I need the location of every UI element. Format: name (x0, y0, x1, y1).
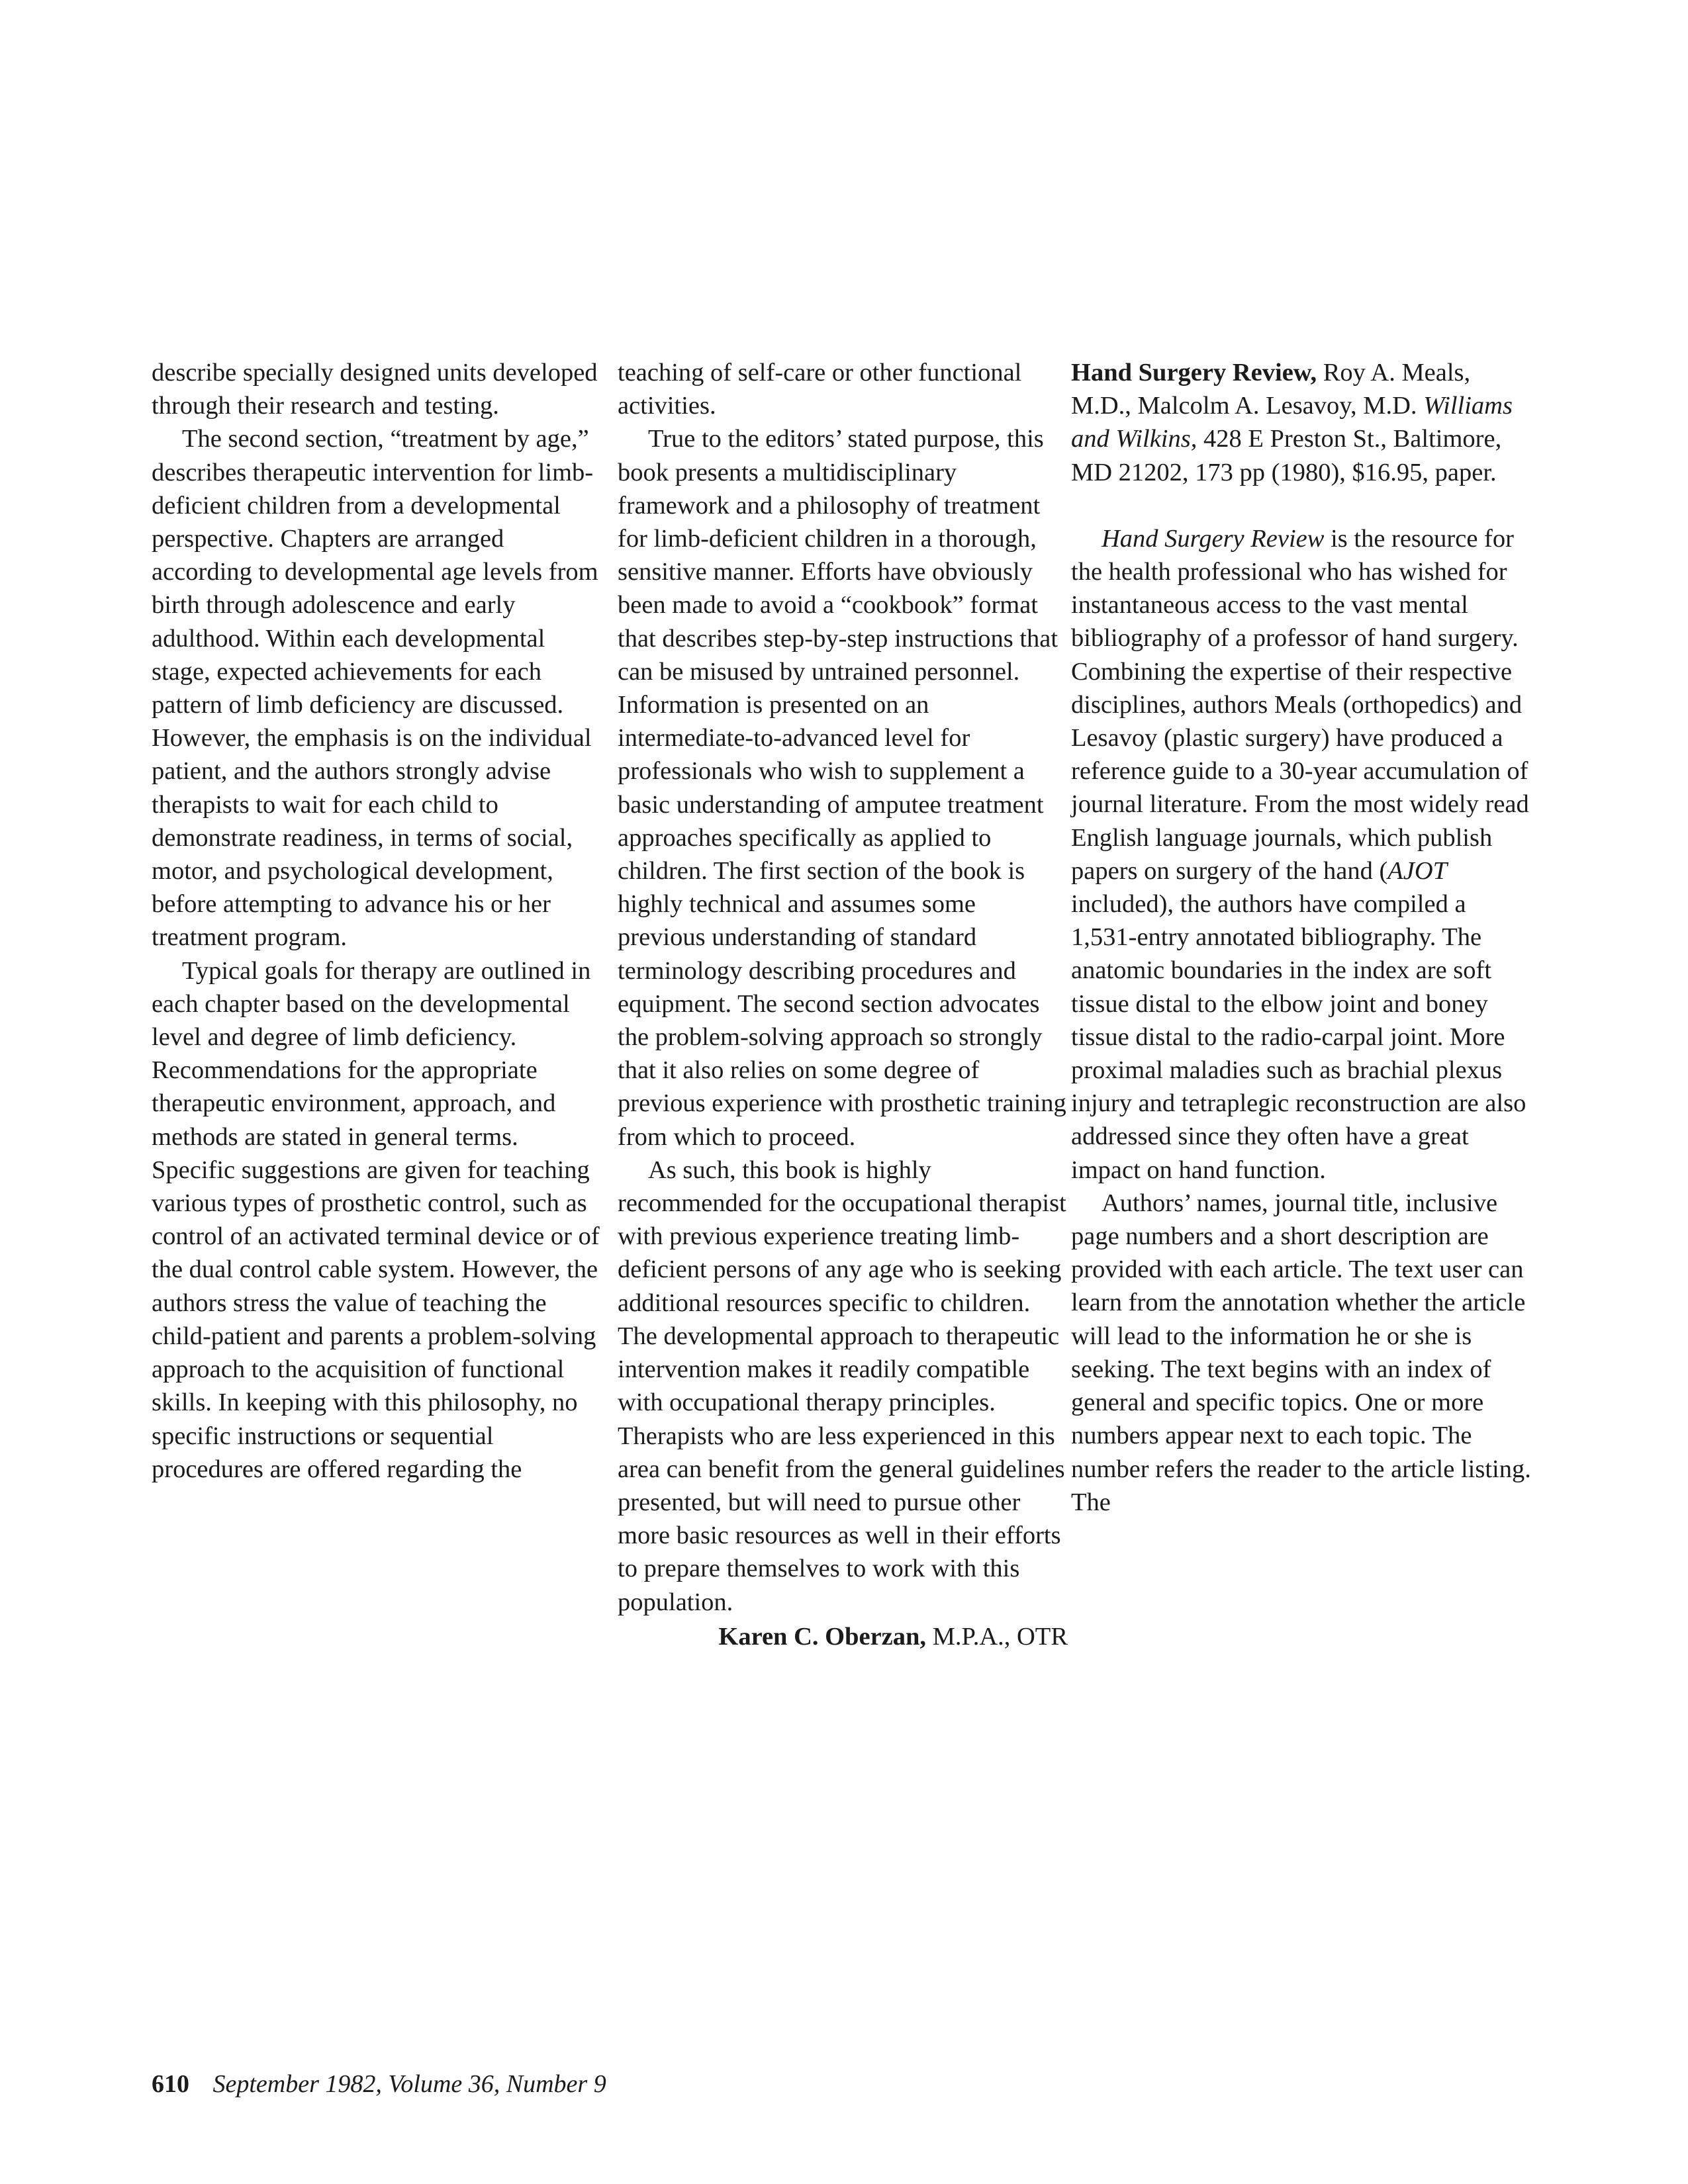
paragraph: As such, this book is highly recommended for the occupational therapist with previous experience treating limb-deficient persons of any age who is seeking additional resources specific to children. The developmental approach to therapeutic intervention makes it readily compatible with occupational therapy principles. Therapists who are less experienced in this area can benefit from the general guidelines presented, but will need to pursue other more basic resources as well in their efforts to prepare themselves to work with this population. (618, 1156, 1066, 1616)
paragraph: Authors’ names, journal title, inclusive page numbers and a short description are provided with each article. The text user can learn from the annotation whether the article will lead to the information he or she is seeking. The text begins with an index of general and specific topics. One or more numbers appear next to each topic. The number refers the reader to the article listing. The (1071, 1189, 1531, 1516)
reviewer-signature (618, 1620, 1068, 1653)
paragraph: True to the editors’ stated purpose, this book presents a multidisciplinary framework and a philosophy of treatment for limb-deficient children in a thorough, sensitive manner. Efforts have obviously been made to avoid a “cookbook” format that describes step-by-step instructions that can be misused by untrained personnel. Information is presented on an intermediate-to-advanced level for professionals who wish to supplement a basic understanding of amputee treatment approaches specifically as applied to children. The first section of the book is highly technical and assumes some previous understanding of standard terminology describing procedures and equipment. The second section advocates the problem-solving approach so strongly that it also relies on some degree of previous experience with prosthetic training from which to proceed. (618, 425, 1066, 1151)
paragraph: describe specially designed units developed through their research and testing. (152, 359, 598, 420)
reviewer-name: Karen C. Oberzan, (718, 1622, 927, 1651)
book-publisher: Williams and Wilkins, (1071, 392, 1513, 453)
text-column-2 (618, 356, 1068, 1653)
issue-info: September 1982, Volume 36, Number 9 (212, 2070, 606, 2098)
page-number: 610 (152, 2070, 189, 2098)
paragraph: Hand Surgery Review is the resource for the health professional who has wished for instantaneous access to the vast mental bibliography of a professor of hand surgery. Combining the expertise of their respective disciplines, authors Meals (orthopedics) and Lesavoy (plastic surgery) have produced a reference guide to a 30-year accumulation of journal literature. From the most widely read English language journals, which publish papers on surgery of the hand (AJOT included), the authors have compiled a 1,531-entry annotated bibliography. The anatomic boundaries in the index are soft tissue distal to the elbow joint and boney tissue distal to the radio-carpal joint. More proximal maladies such as brachial plexus injury and tetraplegic reconstruction are also addressed since they often have a great impact on hand function. (1071, 524, 1529, 1184)
journal-abbrev: AJOT (1387, 856, 1448, 885)
book-title: Hand Surgery Review, (1071, 359, 1317, 387)
book-citation (1071, 356, 1534, 489)
text-column-3 (1071, 356, 1534, 1519)
book-details: 428 E Preston St., Baltimore, MD 21202, 173 pp (1980), $16.95, paper. (1071, 425, 1502, 486)
text-column-1 (152, 356, 602, 1486)
paragraph: The second section, “treatment by age,” describes therapeutic intervention for limb-deficient children from a developmental perspective. Chapters are arranged according to developmental age levels from birth through adolescence and early adulthood. Within each developmental stage, expected achievements for each pattern of limb deficiency are discussed. However, the emphasis is on the individual patient, and the authors strongly advise therapists to wait for each child to demonstrate readiness, in terms of social, motor, and psychological development, before attempting to advance his or her treatment program. (152, 425, 598, 952)
reviewer-credentials: M.P.A., OTR (932, 1622, 1068, 1651)
book-title-italic: Hand Surgery Review (1102, 524, 1325, 553)
page-footer (152, 2068, 606, 2101)
book-authors: Roy A. Meals, M.D., Malcolm A. Lesavoy, M.D. (1071, 359, 1471, 420)
paragraph: teaching of self-care or other functional activities. (618, 359, 1022, 420)
paragraph: Typical goals for therapy are outlined in each chapter based on the developmental level and degree of limb deficiency. Recommendations for the appropriate therapeutic environment, approach, and methods are stated in general terms. Specific suggestions are given for teaching various types of prosthetic control, such as control of an activated terminal device or of the dual control cable system. However, the authors stress the value of teaching the child-patient and parents a problem-solving approach to the acquisition of functional skills. In keeping with this philosophy, no specific instructions or sequential procedures are offered regarding the (152, 956, 600, 1483)
